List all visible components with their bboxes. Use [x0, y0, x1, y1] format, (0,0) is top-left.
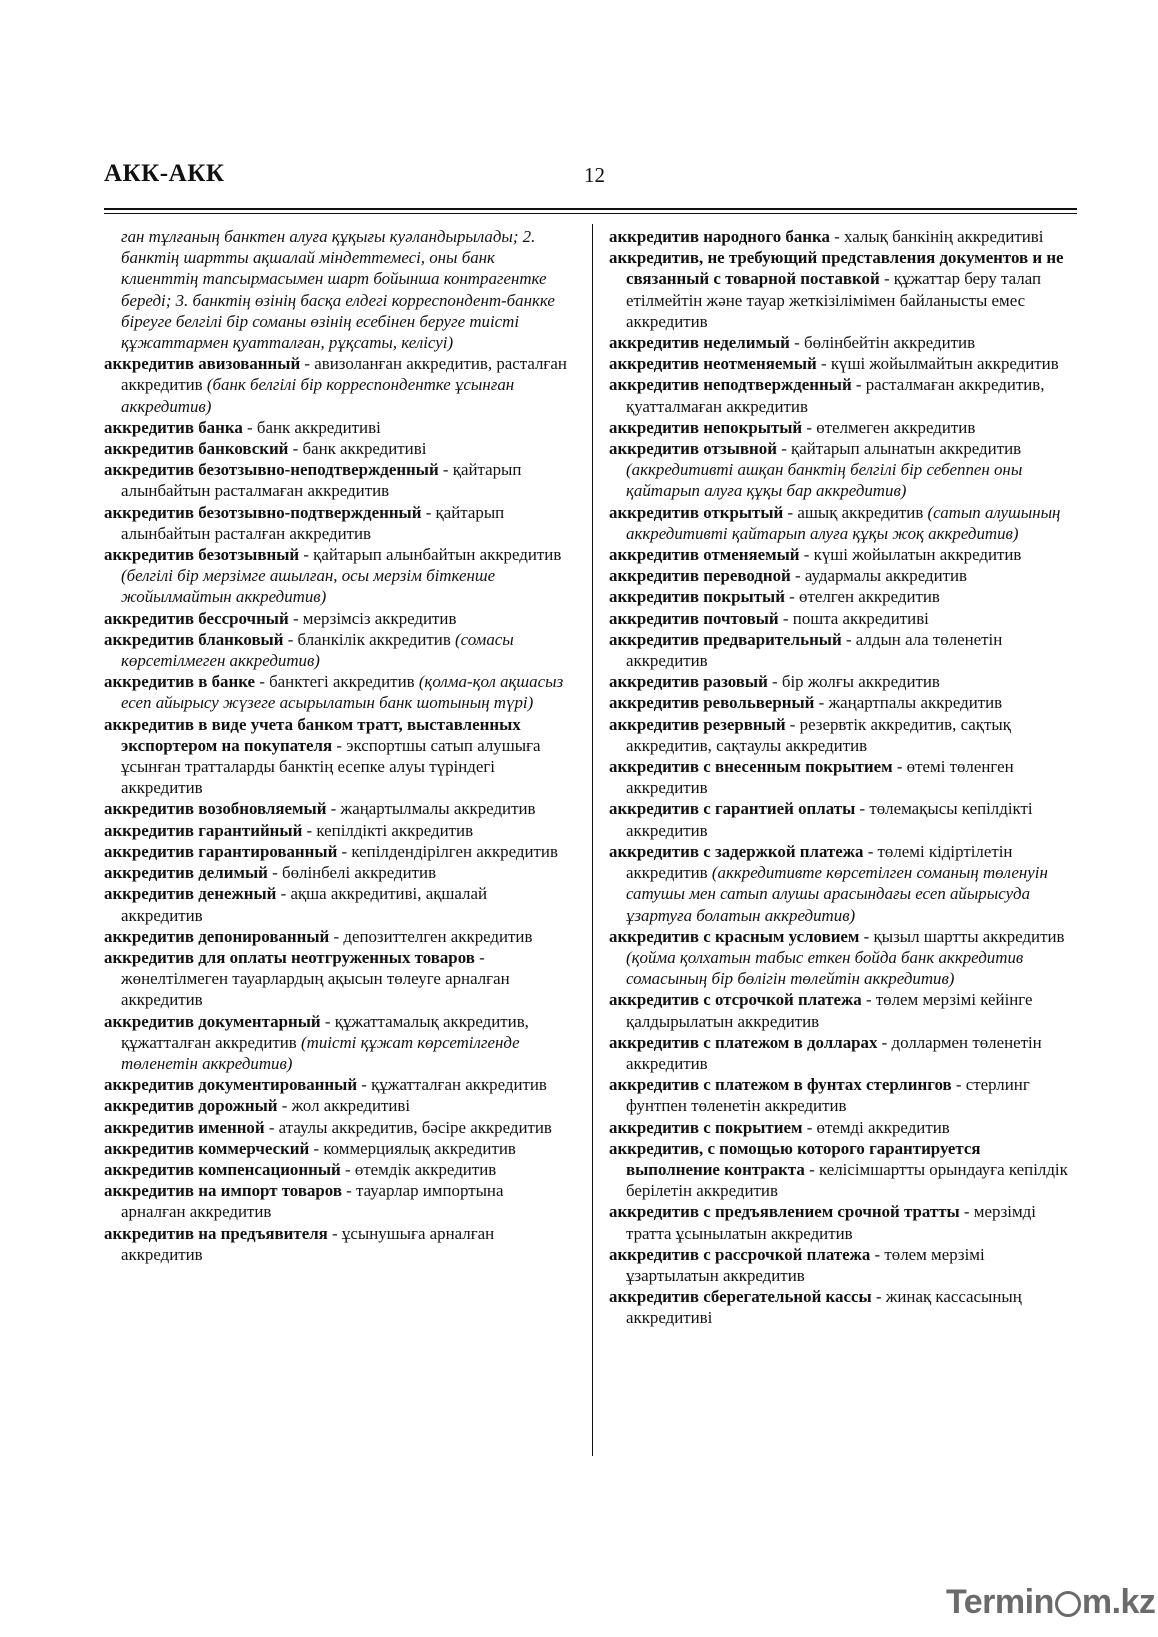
entry-term: аккредитив денежный	[104, 884, 277, 904]
continued-note: ган тұлғаның банктен алуға құқығы куәландырылады; 2. банктің шартты ақшалай міндеттемесі, оны банк клиенттің тапсырмасымен шарт бойынша контрагентке береді; 3. банктің өзінің басқа елдегі корреспондент-банкке біреуге белгілі бір соманы өзінің есебінен беруге тиісті құжаттармен қуатталған, рұқсаты, келісуі)	[121, 227, 555, 353]
header-rule	[104, 208, 1077, 210]
entry-term: аккредитив с красным условием	[609, 926, 860, 946]
entry-translation: - өтемі төленген аккредитив	[626, 757, 1014, 798]
entry-note: (қолма-қол ақшасыз есеп айырысу жүзеге асырылатын банк шотының түрі)	[121, 672, 564, 713]
entry-term: аккредитив неотменяемый	[609, 354, 817, 374]
dictionary-entry	[609, 671, 1077, 692]
dictionary-entry	[609, 629, 1077, 671]
dictionary-entry	[609, 417, 1077, 438]
dictionary-entry	[609, 247, 1077, 332]
dictionary-entry	[104, 841, 568, 862]
entry-note: (аккредитивті ашқан банктің белгілі бір себеппен оны қайтарып алуға құқы бар аккредитив)	[626, 460, 1023, 501]
entry-note: (тиісті құжат көрсетілгенде төленетін аккредитив)	[121, 1032, 520, 1073]
entry-term: аккредитив гарантированный	[104, 841, 338, 861]
entry-translation: - банк аккредитиві	[288, 439, 427, 459]
dictionary-entry	[104, 926, 568, 947]
entry-term: аккредитив резервный	[609, 714, 786, 734]
dictionary-entry	[104, 608, 568, 629]
entry-note: (аккредитивте көрсетілген соманың төленуін сатушы мен сатып алушы арасындағы есеп айырысуда ұзартуға болатын аккредитив)	[626, 863, 1048, 925]
dictionary-entry	[104, 1223, 568, 1265]
dictionary-entry	[609, 841, 1077, 926]
watermark-suffix: m.kz	[1081, 1583, 1156, 1621]
entry-translation: - халық банкінің аккредитиві	[829, 227, 1044, 246]
entry-note: (банк белгілі бір корреспондентке ұсынған аккредитив)	[121, 375, 515, 416]
entry-term: аккредитив открытый	[609, 502, 784, 522]
entry-term: аккредитив сберегательной кассы	[609, 1287, 872, 1307]
page-number: 12	[584, 163, 605, 187]
entry-term: аккредитив предварительный	[609, 629, 842, 649]
entry-translation: - жинақ кассасының аккредитиві	[626, 1287, 1022, 1328]
dictionary-entry	[104, 883, 568, 925]
entry-translation: - өтелген аккредитив	[784, 587, 940, 607]
dictionary-entry	[104, 1074, 568, 1095]
entry-term: аккредитив отзывной	[609, 439, 777, 459]
entry-note: (белгілі бір мерзімге ашылған, осы мерзім біткенше жойылмайтын аккредитив)	[121, 566, 496, 607]
entry-translation: - бланкілік аккредитив	[283, 629, 456, 649]
dictionary-entry	[104, 459, 568, 501]
entry-translation: - қайтарып алынбайтын расталған аккредитив	[121, 502, 505, 543]
dictionary-entry	[104, 798, 568, 819]
dictionary-entry	[609, 692, 1077, 713]
entry-translation: - төлемі кідіртілетін аккредитив	[626, 841, 1013, 883]
entry-translation: - келісімшартты орындауға кепілдік берілетін аккредитив	[626, 1159, 1068, 1201]
left-column	[104, 226, 568, 1265]
entry-translation: - төлемақысы кепілдікті аккредитив	[626, 799, 1033, 840]
entry-translation: - резервтік аккредитив, сақтық аккредитив, сақтаулы аккредитив	[626, 714, 1011, 755]
dictionary-entry	[609, 926, 1077, 990]
entry-term: аккредитив возобновляемый	[104, 799, 327, 819]
dictionary-entry	[609, 798, 1077, 840]
entry-translation: - пошта аккредитиві	[778, 608, 929, 628]
entry-term: аккредитив документарный	[104, 1011, 321, 1031]
entry-term: аккредитив именной	[104, 1117, 265, 1137]
entry-translation: - тауарлар импортына арналған аккредитив	[121, 1181, 504, 1222]
entry-translation: - авизоланған аккредитив, расталған аккредитив	[121, 354, 567, 395]
dictionary-entry	[609, 502, 1077, 544]
dictionary-entry	[609, 565, 1077, 586]
entry-term: аккредитив банка	[104, 417, 243, 437]
entry-translation: - депозиттелген аккредитив	[329, 926, 533, 946]
dictionary-entry	[609, 608, 1077, 629]
watermark-middle: ermin	[963, 1583, 1054, 1621]
entry-term: аккредитив неподтвержденный	[609, 375, 852, 395]
entry-translation: - күші жойылмайтын аккредитив	[816, 354, 1059, 374]
dictionary-entry	[104, 820, 568, 841]
entry-translation: - расталмаған аккредитив, қуатталмаған аккредитив	[626, 375, 1045, 416]
entry-term: аккредитив безотзывно-неподтвержденный	[104, 460, 439, 480]
entry-term: аккредитив с платежом в долларах	[609, 1032, 878, 1052]
dictionary-entry	[609, 1032, 1077, 1074]
entry-term: аккредитив, не требующий представления документов и не связанный с товарной поставкой	[609, 248, 1064, 289]
entry-note: (қойма қолхатын табыс еткен бойда банк аккредитив сомасының бір бөлігін төлейтін аккредитив)	[626, 947, 1024, 989]
dictionary-entry	[609, 586, 1077, 607]
entry-term: аккредитив неделимый	[609, 333, 790, 353]
entry-translation: - төлем мерзімі кейінге қалдырылатын аккредитив	[626, 990, 1033, 1031]
dictionary-entry	[609, 1201, 1077, 1243]
entry-term: аккредитив авизованный	[104, 354, 301, 374]
entry-translation: - мерзімсіз аккредитив	[288, 608, 457, 628]
entry-translation: - жаңартпалы аккредитив	[814, 693, 1003, 713]
entry-translation: - стерлинг фунтпен төленетін аккредитив	[626, 1075, 1030, 1116]
entry-term: аккредитив отменяемый	[609, 545, 800, 565]
entry-term: аккредитив, с помощью которого гарантируется выполнение контракта	[609, 1138, 981, 1179]
dictionary-entry	[609, 353, 1077, 374]
entry-term: аккредитив револьверный	[609, 693, 815, 713]
entry-term: аккредитив с предъявлением срочной тратты	[609, 1202, 960, 1222]
entry-translation: - қайтарып алынатын аккредитив	[776, 439, 1022, 459]
dictionary-entry	[104, 544, 568, 608]
entry-term: аккредитив на предъявителя	[104, 1223, 328, 1243]
dictionary-entry	[609, 1138, 1077, 1202]
entry-translation: - коммерциялық аккредитив	[309, 1138, 516, 1158]
entry-translation: - бөлінбелі аккредитив	[267, 863, 437, 883]
entry-term: аккредитив документированный	[104, 1075, 358, 1095]
dictionary-entry	[104, 1159, 568, 1180]
dictionary-entry	[104, 1117, 568, 1138]
entry-translation: - өтелмеген аккредитив	[802, 417, 976, 437]
entry-term: аккредитив в банке	[104, 672, 256, 692]
entry-term: аккредитив почтовый	[609, 608, 779, 628]
entry-translation: - кепілдендірілген аккредитив	[337, 841, 558, 861]
entry-translation: - бір жолғы аккредитив	[767, 672, 940, 692]
entry-translation: - өтемдік аккредитив	[340, 1159, 497, 1179]
entry-translation: - күші жойылатын аккредитив	[799, 545, 1022, 565]
entry-term: аккредитив с платежом в фунтах стерлингов	[609, 1075, 952, 1095]
entry-term: аккредитив безотзывно-подтвержденный	[104, 502, 422, 522]
dictionary-entry	[104, 714, 568, 799]
dictionary-entry	[609, 226, 1077, 247]
dictionary-entry	[609, 1074, 1077, 1116]
dictionary-entry	[609, 1244, 1077, 1286]
entry-translation: - кепілдікті аккредитив	[302, 820, 474, 840]
dictionary-entry	[609, 544, 1077, 565]
dictionary-entry	[104, 1095, 568, 1116]
entry-translation: - құжатталған аккредитив	[357, 1075, 547, 1095]
entry-term: аккредитив коммерческий	[104, 1138, 310, 1158]
column-divider	[592, 224, 593, 1456]
dictionary-entry	[104, 947, 568, 1011]
entry-term: аккредитив с покрытием	[609, 1117, 803, 1137]
entry-translation: - төлем мерзімі ұзартылатын аккредитив	[626, 1244, 985, 1285]
entry-translation: - жаңартылмалы аккредитив	[326, 799, 536, 819]
dictionary-entry	[609, 332, 1077, 353]
entry-translation: - өтемді аккредитив	[802, 1117, 950, 1137]
entry-term: аккредитив разовый	[609, 672, 768, 692]
dictionary-entry	[104, 502, 568, 544]
entry-term: аккредитив непокрытый	[609, 417, 803, 437]
entry-term: аккредитив гарантийный	[104, 820, 303, 840]
dictionary-entry	[104, 629, 568, 671]
dictionary-entry	[609, 989, 1077, 1031]
entry-term: аккредитив с внесенным покрытием	[609, 757, 893, 777]
entry-translation: - жол аккредитиві	[277, 1096, 411, 1116]
entry-term: аккредитив с задержкой платежа	[609, 841, 864, 861]
header-rule-thin	[104, 213, 1077, 214]
entry-translation: - құжаттамалық аккредитив, құжатталған аккредитив	[121, 1011, 529, 1052]
dictionary-entry	[104, 1180, 568, 1222]
entry-translation: - ашық аккредитив	[783, 502, 928, 522]
dictionary-entry	[104, 353, 568, 417]
entry-translation: - қайтарып алынбайтын аккредитив	[299, 545, 562, 565]
entry-translation: - ұсынушыға арналған аккредитив	[121, 1223, 495, 1264]
entry-translation: - бөлінбейтін аккредитив	[789, 333, 976, 353]
entry-translation: - атаулы аккредитив, бәсіре аккредитив	[264, 1117, 552, 1137]
page-header-title: АКК-АКК	[104, 160, 225, 187]
entry-translation: - аудармалы аккредитив	[790, 566, 968, 586]
dictionary-entry	[609, 1117, 1077, 1138]
entry-term: аккредитив депонированный	[104, 926, 330, 946]
entry-term: аккредитив в виде учета банком тратт, выставленных экспортером на покупателя	[104, 714, 521, 755]
entry-term: аккредитив банковский	[104, 439, 289, 459]
dictionary-entry	[104, 862, 568, 883]
entry-term: аккредитив дорожный	[104, 1096, 278, 1116]
entry-term: аккредитив бессрочный	[104, 608, 289, 628]
dictionary-entry	[104, 1138, 568, 1159]
entry-translation: - құжаттар беру талап етілмейтін және тауар жеткізілімімен байланысты емес аккредитив	[626, 269, 1042, 331]
entry-term: аккредитив с гарантией оплаты	[609, 799, 856, 819]
entry-term: аккредитив с отсрочкой платежа	[609, 990, 862, 1010]
dictionary-entry	[104, 438, 568, 459]
entry-term: аккредитив покрытый	[609, 587, 785, 607]
entry-term: аккредитив для оплаты неотгруженных товаров	[104, 947, 475, 967]
entry-term: аккредитив народного банка	[609, 227, 830, 246]
entry-term: аккредитив компенсационный	[104, 1159, 341, 1179]
right-column	[609, 226, 1077, 1329]
termincom-watermark-logo	[946, 1583, 1155, 1622]
left-entry-list	[104, 353, 568, 1265]
entry-translation: - қайтарып алынбайтын расталмаған аккредитив	[121, 460, 522, 501]
magnifier-icon	[1055, 1591, 1081, 1617]
dictionary-entry	[609, 374, 1077, 416]
entry-term: аккредитив бланковый	[104, 629, 284, 649]
dictionary-entry	[609, 438, 1077, 502]
entry-term: аккредитив на импорт товаров	[104, 1181, 342, 1201]
dictionary-entry	[609, 1286, 1077, 1328]
entry-translation: - ақша аккредитиві, ақшалай аккредитив	[121, 884, 488, 925]
dictionary-entry	[609, 756, 1077, 798]
entry-translation: - мерзімді тратта ұсынылатын аккредитив	[626, 1202, 1036, 1243]
entry-term: аккредитив делимый	[104, 863, 268, 883]
entry-note: (сатып алушының аккредитивті қайтарып алуға құқы жоқ аккредитив)	[626, 502, 1061, 543]
entry-translation: - қызыл шартты аккредитив	[859, 926, 1065, 946]
dictionary-entry	[609, 714, 1077, 756]
entry-term: аккредитив безотзывный	[104, 545, 300, 565]
entry-translation: - банктегі аккредитив	[255, 672, 419, 692]
entry-translation: - жөнелтілмеген тауарлардың ақысын төлеуге арналған аккредитив	[121, 947, 510, 1010]
right-entry-list	[609, 226, 1077, 1329]
entry-translation: - банк аккредитиві	[242, 417, 381, 437]
dictionary-entry	[104, 417, 568, 438]
entry-translation: - алдын ала төленетін аккредитив	[626, 629, 1003, 671]
entry-note: (сомасы көрсетілмеген аккредитив)	[121, 629, 514, 671]
entry-translation: - экспортшы сатып алушыға ұсынған тратталарды банктің есепке алуы түріндегі аккредитив	[121, 735, 541, 798]
dictionary-entry	[104, 671, 568, 713]
entry-term: аккредитив переводной	[609, 566, 791, 586]
watermark-prefix: T	[946, 1583, 964, 1621]
entry-translation: - доллармен төленетін аккредитив	[626, 1032, 1042, 1073]
entry-term: аккредитив с рассрочкой платежа	[609, 1244, 871, 1264]
dictionary-entry	[104, 1011, 568, 1075]
